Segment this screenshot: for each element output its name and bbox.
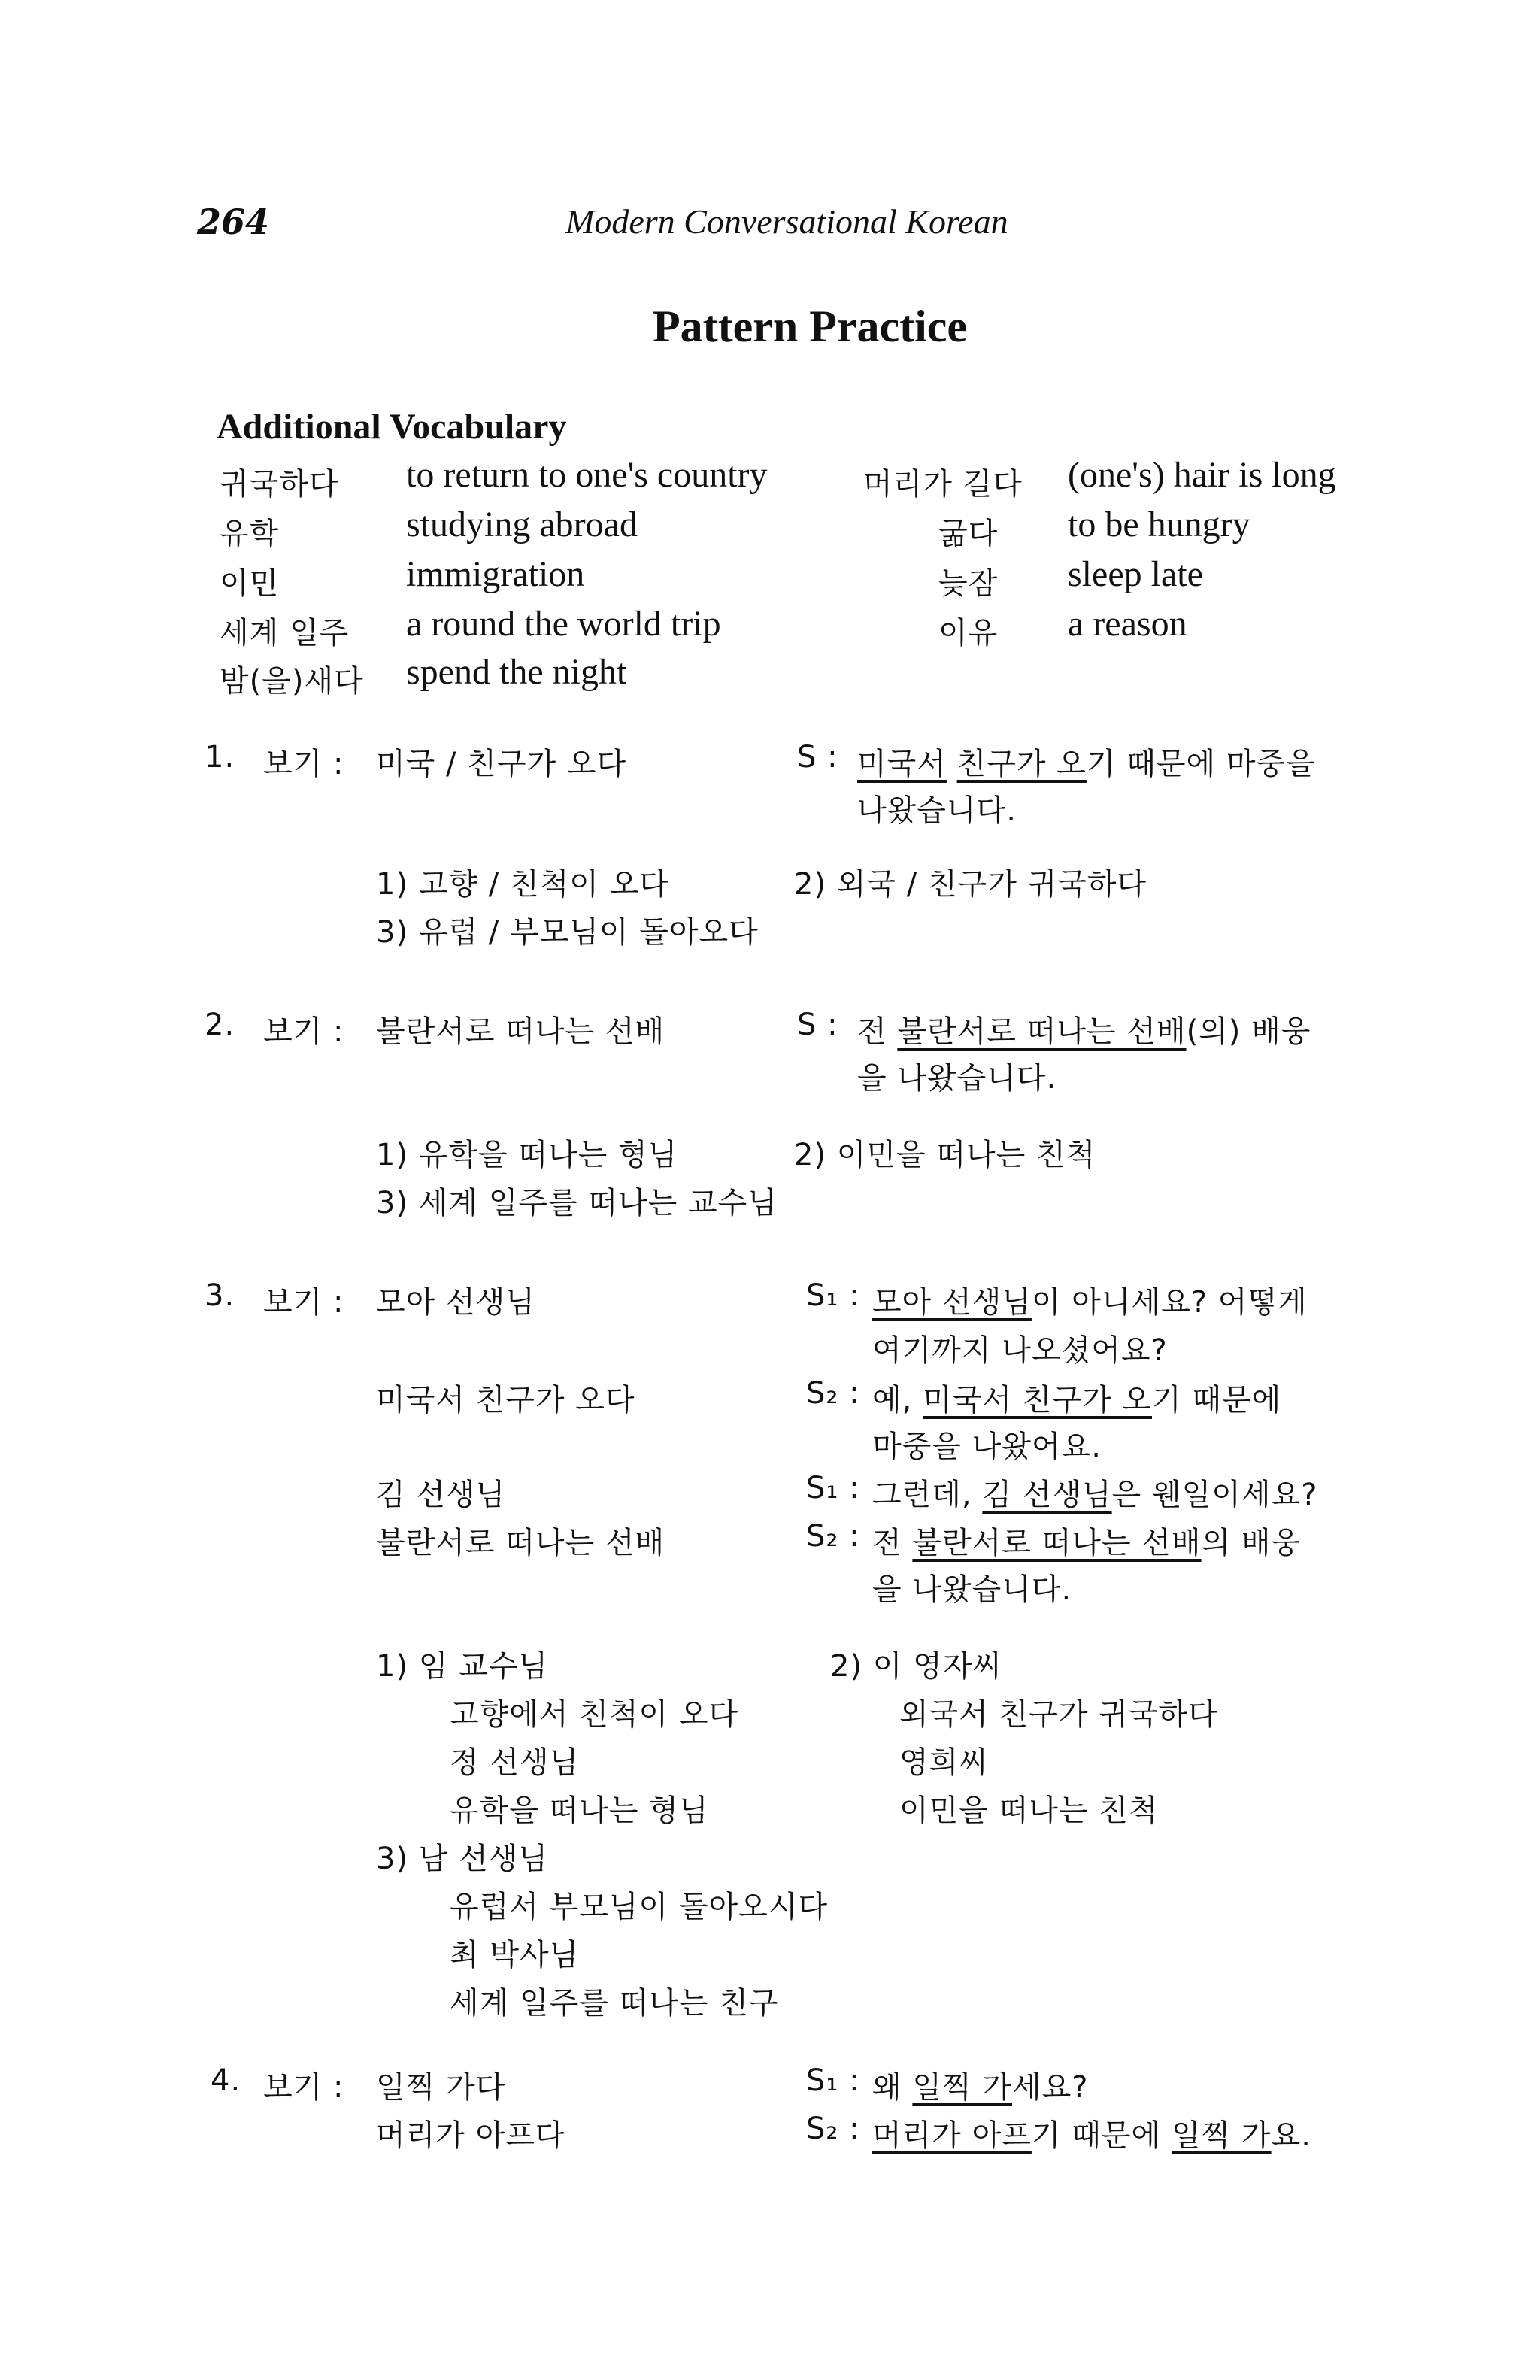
speaker-label: S₁ : xyxy=(806,2063,860,2098)
example-cue: 불란서로 떠나는 선배 xyxy=(376,1526,665,1560)
drill-item: 3) 남 선생님 xyxy=(376,1842,549,1876)
example-label: 보기 : xyxy=(263,2070,344,2105)
drill-item: 1) 고향 / 친척이 오다 xyxy=(376,867,669,902)
speaker-label: S₁ : xyxy=(806,1278,860,1313)
dialogue-line xyxy=(872,2063,1089,2106)
page-number: 264 xyxy=(197,202,270,242)
answer-rest: 전 xyxy=(872,1526,902,1560)
exercise-number: 1. xyxy=(205,740,235,775)
exercise-number: 3. xyxy=(205,1278,235,1313)
speaker-label: S₂ : xyxy=(806,1376,860,1411)
vocab-en: spend the night xyxy=(406,652,627,692)
drill-item: 1) 임 교수님 xyxy=(376,1649,549,1684)
example-cue: 머리가 아프다 xyxy=(376,2118,565,2153)
vocab-en: to return to one's country xyxy=(406,455,768,495)
speaker-label: S₁ : xyxy=(806,1471,860,1505)
answer-underlined: 머리가 아프 xyxy=(872,2118,1032,2153)
speaker-label: S : xyxy=(797,740,838,775)
answer-underlined: 미국서 친구가 오 xyxy=(923,1383,1152,1417)
answer-underlined: 김 선생님 xyxy=(982,1478,1112,1512)
answer-continuation: 나왔습니다. xyxy=(857,793,1017,828)
example-label: 보기 : xyxy=(263,747,344,781)
vocab-ko: 굶다 xyxy=(938,517,999,551)
speaker-label: S : xyxy=(797,1008,838,1042)
dialogue-line xyxy=(872,1519,1301,1562)
answer-rest: 예, xyxy=(872,1383,913,1417)
speaker-label: S₂ : xyxy=(806,1519,860,1554)
vocabulary-title: Additional Vocabulary xyxy=(217,407,567,447)
dialogue-line: 마중을 나왔어요. xyxy=(872,1430,1102,1464)
drill-item: 3) 유럽 / 부모님이 돌아오다 xyxy=(376,915,759,950)
drill-item: 3) 세계 일주를 떠나는 교수님 xyxy=(376,1186,778,1220)
answer-rest: 기 때문에 xyxy=(1152,1383,1282,1417)
vocab-ko: 유학 xyxy=(220,517,280,551)
vocab-ko: 밤(을)새다 xyxy=(220,664,364,699)
answer-underlined: 일찍 가 xyxy=(1171,2118,1272,2153)
vocab-en: immigration xyxy=(406,554,585,594)
example-cue: 미국서 친구가 오다 xyxy=(376,1383,635,1417)
exercise-number: 2. xyxy=(205,1008,235,1042)
example-label: 보기 : xyxy=(263,1285,344,1320)
answer-text xyxy=(857,1008,1311,1051)
running-title: Modern Conversational Korean xyxy=(565,202,1008,241)
example-prompt: 불란서로 떠나는 선배 xyxy=(376,1014,665,1049)
example-cue: 김 선생님 xyxy=(376,1478,506,1512)
vocab-en: to be hungry xyxy=(1068,505,1250,544)
dialogue-line xyxy=(872,1376,1281,1419)
drill-item-line: 유럽서 부모님이 돌아오시다 xyxy=(450,1890,829,1924)
example-cue: 일찍 가다 xyxy=(376,2070,506,2105)
vocab-ko: 늦잠 xyxy=(938,566,999,601)
answer-underlined: 불란서로 떠나는 선배 xyxy=(912,1526,1202,1560)
vocab-en: a round the world trip xyxy=(406,604,721,644)
answer-underlined: 일찍 가 xyxy=(912,2070,1012,2105)
answer-rest: 기 때문에 마중을 xyxy=(1086,747,1316,781)
vocab-ko: 세계 일주 xyxy=(220,616,350,650)
answer-rest: 그런데, xyxy=(872,1478,972,1512)
dialogue-line xyxy=(872,2112,1311,2154)
answer-rest: 은 웬일이세요? xyxy=(1111,1478,1318,1512)
answer-rest: 세요? xyxy=(1012,2070,1089,2105)
vocab-en: sleep late xyxy=(1068,554,1203,594)
dialogue-line xyxy=(872,1471,1317,1514)
drill-item: 2) 이민을 떠나는 친척 xyxy=(794,1138,1096,1172)
example-cue: 모아 선생님 xyxy=(376,1285,535,1320)
answer-rest: (의) 배웅 xyxy=(1186,1014,1311,1049)
exercise-number: 4. xyxy=(211,2063,241,2098)
answer-rest: 기 때문에 xyxy=(1031,2118,1162,2153)
answer-rest: 이 아니세요? 어떻게 xyxy=(1031,1285,1308,1320)
example-prompt: 미국 / 친구가 오다 xyxy=(376,747,627,781)
answer-rest: 의 배웅 xyxy=(1201,1526,1302,1560)
drill-item-line: 최 박사님 xyxy=(450,1938,580,1972)
answer-text xyxy=(857,740,1316,783)
drill-item-line: 유학을 떠나는 형님 xyxy=(450,1793,709,1828)
drill-item-line: 이민을 떠나는 친척 xyxy=(899,1793,1159,1828)
drill-item-line: 고향에서 친척이 오다 xyxy=(450,1697,739,1732)
vocab-en: studying abroad xyxy=(406,505,638,544)
answer-underlined: 친구가 오 xyxy=(956,747,1087,781)
vocab-en: (one's) hair is long xyxy=(1068,455,1336,495)
drill-item: 2) 외국 / 친구가 귀국하다 xyxy=(794,867,1147,902)
section-title: Pattern Practice xyxy=(653,302,968,351)
answer-underlined: 미국서 xyxy=(857,747,947,781)
answer-rest: 전 xyxy=(857,1014,887,1049)
drill-item-line: 외국서 친구가 귀국하다 xyxy=(899,1697,1218,1732)
dialogue-line: 을 나왔습니다. xyxy=(872,1572,1072,1607)
drill-item-line: 정 선생님 xyxy=(450,1745,580,1780)
answer-underlined: 모아 선생님 xyxy=(872,1285,1032,1320)
answer-underlined: 불란서로 떠나는 선배 xyxy=(897,1014,1187,1049)
drill-item-line: 영희씨 xyxy=(899,1745,989,1780)
answer-continuation: 을 나왔습니다. xyxy=(857,1061,1057,1096)
dialogue-line: 여기까지 나오셨어요? xyxy=(872,1333,1168,1368)
vocab-ko: 이민 xyxy=(220,566,280,601)
dialogue-line xyxy=(872,1278,1308,1321)
vocab-en: a reason xyxy=(1068,604,1187,644)
example-label: 보기 : xyxy=(263,1014,344,1049)
vocab-ko: 귀국하다 xyxy=(220,467,339,502)
speaker-label: S₂ : xyxy=(806,2112,860,2146)
answer-rest: 왜 xyxy=(872,2070,902,2105)
drill-item: 2) 이 영자씨 xyxy=(830,1649,1003,1684)
vocab-ko: 이유 xyxy=(938,616,999,650)
answer-rest: 요. xyxy=(1271,2118,1311,2153)
drill-item-line: 세계 일주를 떠나는 친구 xyxy=(450,1986,779,2021)
drill-item: 1) 유학을 떠나는 형님 xyxy=(376,1138,678,1172)
vocab-ko: 머리가 길다 xyxy=(863,467,1023,502)
